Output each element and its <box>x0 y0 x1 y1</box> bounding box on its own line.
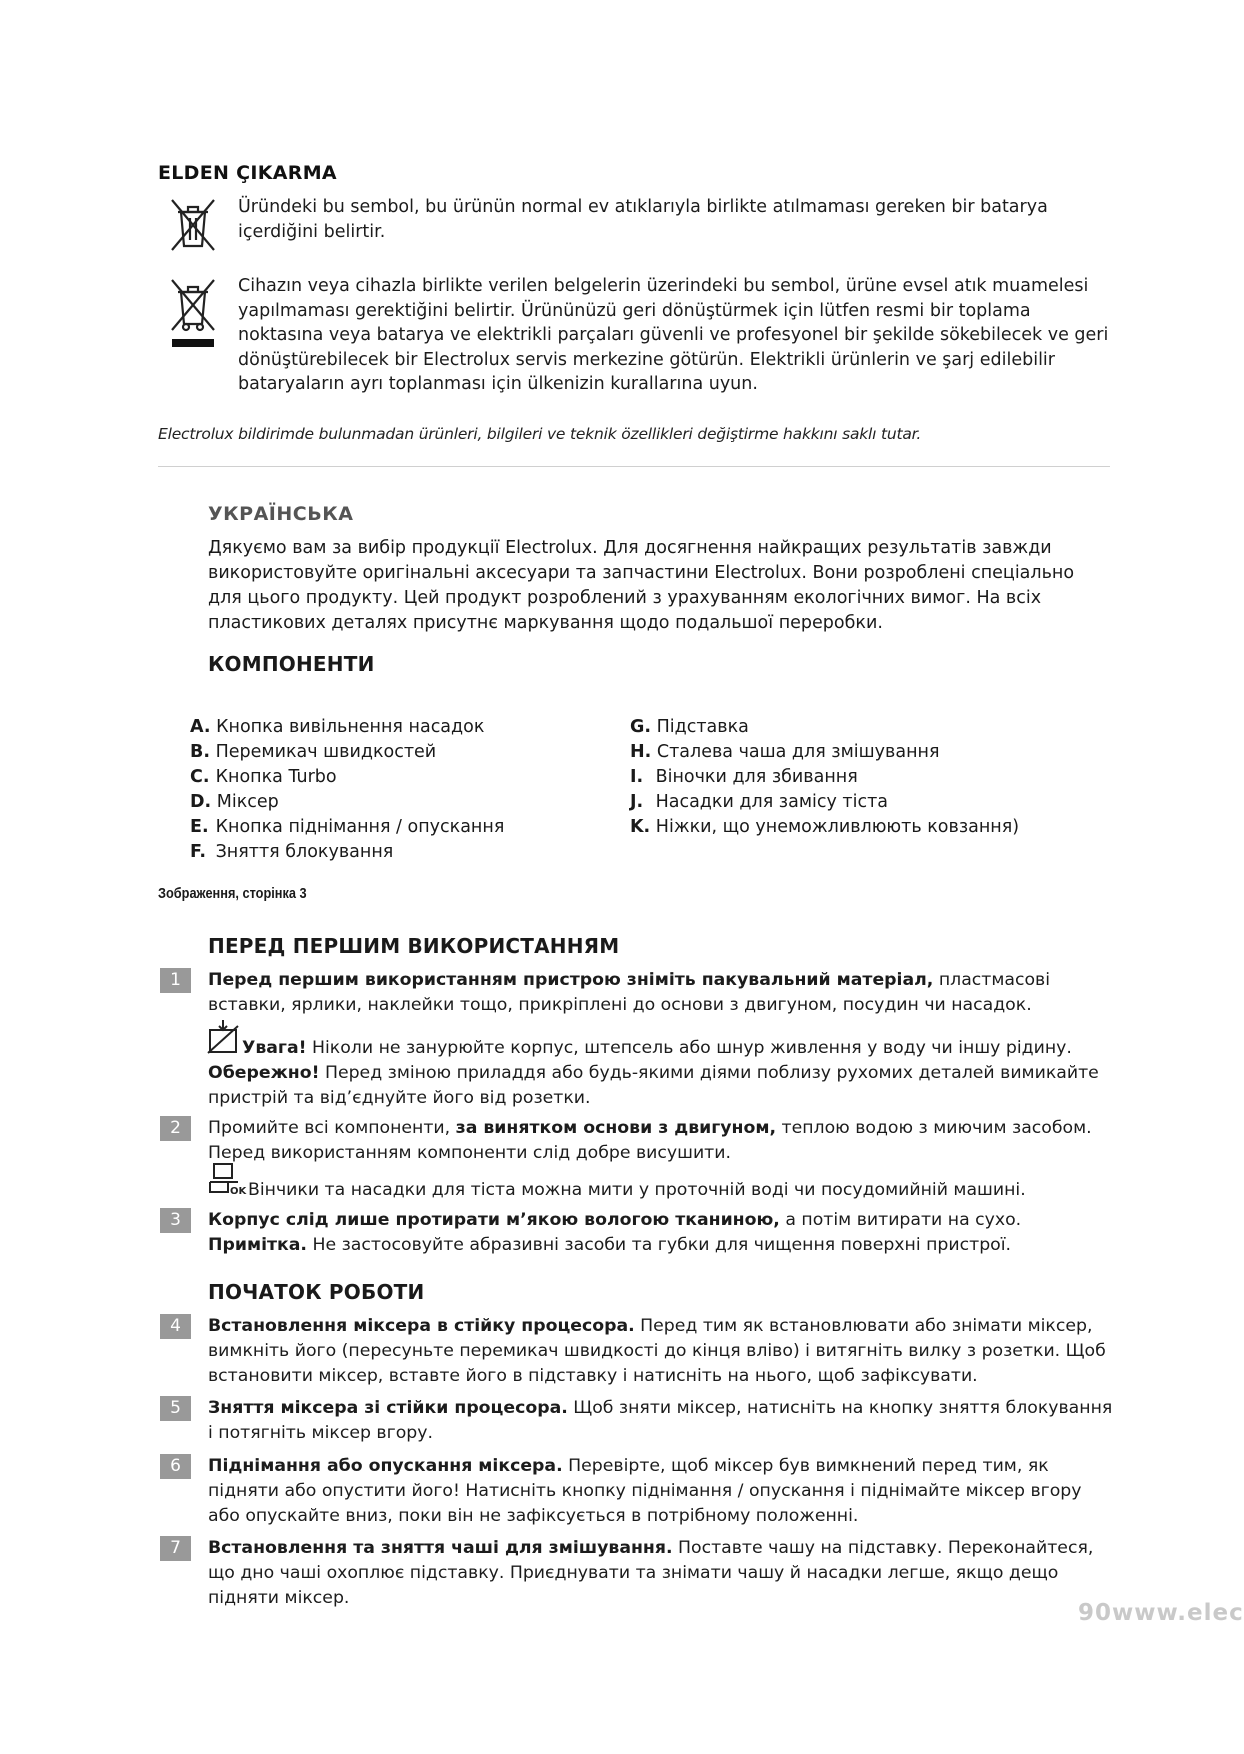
component-item: F. Зняття блокування <box>190 842 394 862</box>
step-5-text: Зняття міксера зі стійки процесора. Щоб зняти міксер, натисніть на кнопку зняття блокування і потягніть міксер вгору. <box>208 1398 1113 1443</box>
step-2-text: Промийте всі компоненти, за винятком основи з двигуном, теплою водою з миючим засобом. Перед використанням компоненти слід добре висушити. <box>208 1118 1092 1163</box>
components-list-right <box>630 715 1100 840</box>
component-item: H. Сталева чаша для змішування <box>630 742 940 762</box>
step-3-text: Корпус слід лише протирати м’якою вологою тканиною, а потім витирати на сухо. Примітка. Не застосовуйте абразивні засоби та губки для чищення поверхні пристрої. <box>208 1210 1022 1255</box>
component-item: G. Підставка <box>630 717 749 737</box>
step-number-7: 7 <box>160 1536 191 1561</box>
step-number-3: 3 <box>160 1208 191 1233</box>
components-title: КОМПОНЕНТИ <box>208 652 375 676</box>
figure-reference: Зображення, сторінка 3 <box>158 886 307 902</box>
disposal-title: ELDEN ÇIKARMA <box>158 162 337 184</box>
language-title: УКРАЇНСЬКА <box>208 503 354 525</box>
disclaimer: Electrolux bildirimde bulunmadan ürünleri, bilgileri ve teknik özellikleri değiştirme hakkını saklı tutar. <box>158 425 922 443</box>
component-item: J. Насадки для замісу тіста <box>630 792 889 812</box>
step-number-4: 4 <box>160 1314 191 1339</box>
component-item: D. Міксер <box>190 792 279 812</box>
component-item: A. Кнопка вивільнення насадок <box>190 717 485 737</box>
warning-text: Увага! Ніколи не занурюйте корпус, штепсель або шнур живлення у воду чи іншу рідину. Обережно! Перед зміною приладдя або будь-якими діями поблизу рухомих деталей вимикайте пристрій та від’єднуйте його від розетки. <box>208 1038 1099 1108</box>
step-number-6: 6 <box>160 1454 191 1479</box>
svg-text:OK: OK <box>230 1186 247 1197</box>
components-list-left <box>190 715 610 865</box>
weee-bin-icon <box>168 276 218 350</box>
step-7-text: Встановлення та зняття чаші для змішування. Поставте чашу на підставку. Переконайтеся, що дно чаші охоплює підставку. Приєднувати та знімати чашу й насадки легше, якщо дещо підняти міксер. <box>208 1538 1094 1608</box>
watermark: 90www.elec <box>1078 1600 1244 1626</box>
component-item: K. Ніжки, що унеможливлюють ковзання) <box>630 817 1020 837</box>
intro-paragraph: Дякуємо вам за вибір продукції Electrolux. Для досягнення найкращих результатів завжди використовуйте оригінальні аксесуари та запчастини Electrolux. Вони розроблені спеціально для цього продукту. Цей продукт розроблений з урахуванням екологічних вимог. На всіх пластикових деталях присутнє маркування щодо подальшої переробки. <box>208 538 1075 633</box>
disposal-paragraph-1: Üründeki bu sembol, bu ürünün normal ev atıklarıyla birlikte atılmaması gereken bir batarya içerdiğini belirtir. <box>238 197 1048 242</box>
step-number-5: 5 <box>160 1396 191 1421</box>
component-item: C. Кнопка Turbo <box>190 767 337 787</box>
step-6-text: Піднімання або опускання міксера. Перевірте, щоб міксер був вимкнений перед тим, як підняти або опустити його! Натисніть кнопку піднімання / опускання і піднімайте міксер вгору або опускайте вниз, поки він не зафіксується в потрібному положенні. <box>208 1456 1082 1526</box>
dishwasher-ok-icon <box>208 1162 247 1197</box>
step-number-2: 2 <box>160 1116 191 1141</box>
disposal-paragraph-2: Cihazın veya cihazla birlikte verilen belgelerin üzerindeki bu sembol, ürüne evsel atık muamelesi yapılmaması gerektiğini belirtir. Ürününüzü geri dönüştürmek için lütfen resmi bir toplama noktasına veya batarya ve elektrikli parçaları güvenli ve profesyonel bir şekilde sökebilecek ve geri dönüştürebilecek bir Electrolux servis merkezine götürün. Elektrikli ürünlerin ve şarj edilebilir bataryaların ayrı toplanması için ülkenizin kurallarına uyun. <box>238 276 1109 394</box>
before-first-use-title: ПЕРЕД ПЕРШИМ ВИКОРИСТАННЯМ <box>208 934 620 958</box>
crossed-bin-icon <box>168 196 218 256</box>
getting-started-title: ПОЧАТОК РОБОТИ <box>208 1280 425 1304</box>
step-1-text: Перед першим використанням пристрою зніміть пакувальний матеріал, пластмасові вставки, ярлики, наклейки тощо, прикріплені до основи з двигуном, посудин чи насадок. <box>208 970 1051 1015</box>
component-item: E. Кнопка піднімання / опускання <box>190 817 505 837</box>
step-4-text: Встановлення міксера в стійку процесора. Перед тим як встановлювати або знімати міксер, вимкніть його (пересуньте перемикач швидкості до кінця вліво) і витягніть вилку з розетки. Щоб встановити міксер, вставте його в підставку і натисніть на нього, щоб зафіксувати. <box>208 1316 1106 1386</box>
component-item: I. Віночки для збивання <box>630 767 858 787</box>
section-divider <box>158 466 1110 467</box>
dishwasher-text: Вінчики та насадки для тіста можна мити у проточній воді чи посудомийній машині. <box>248 1180 1026 1200</box>
component-item: B. Перемикач швидкостей <box>190 742 437 762</box>
step-number-1: 1 <box>160 968 191 993</box>
